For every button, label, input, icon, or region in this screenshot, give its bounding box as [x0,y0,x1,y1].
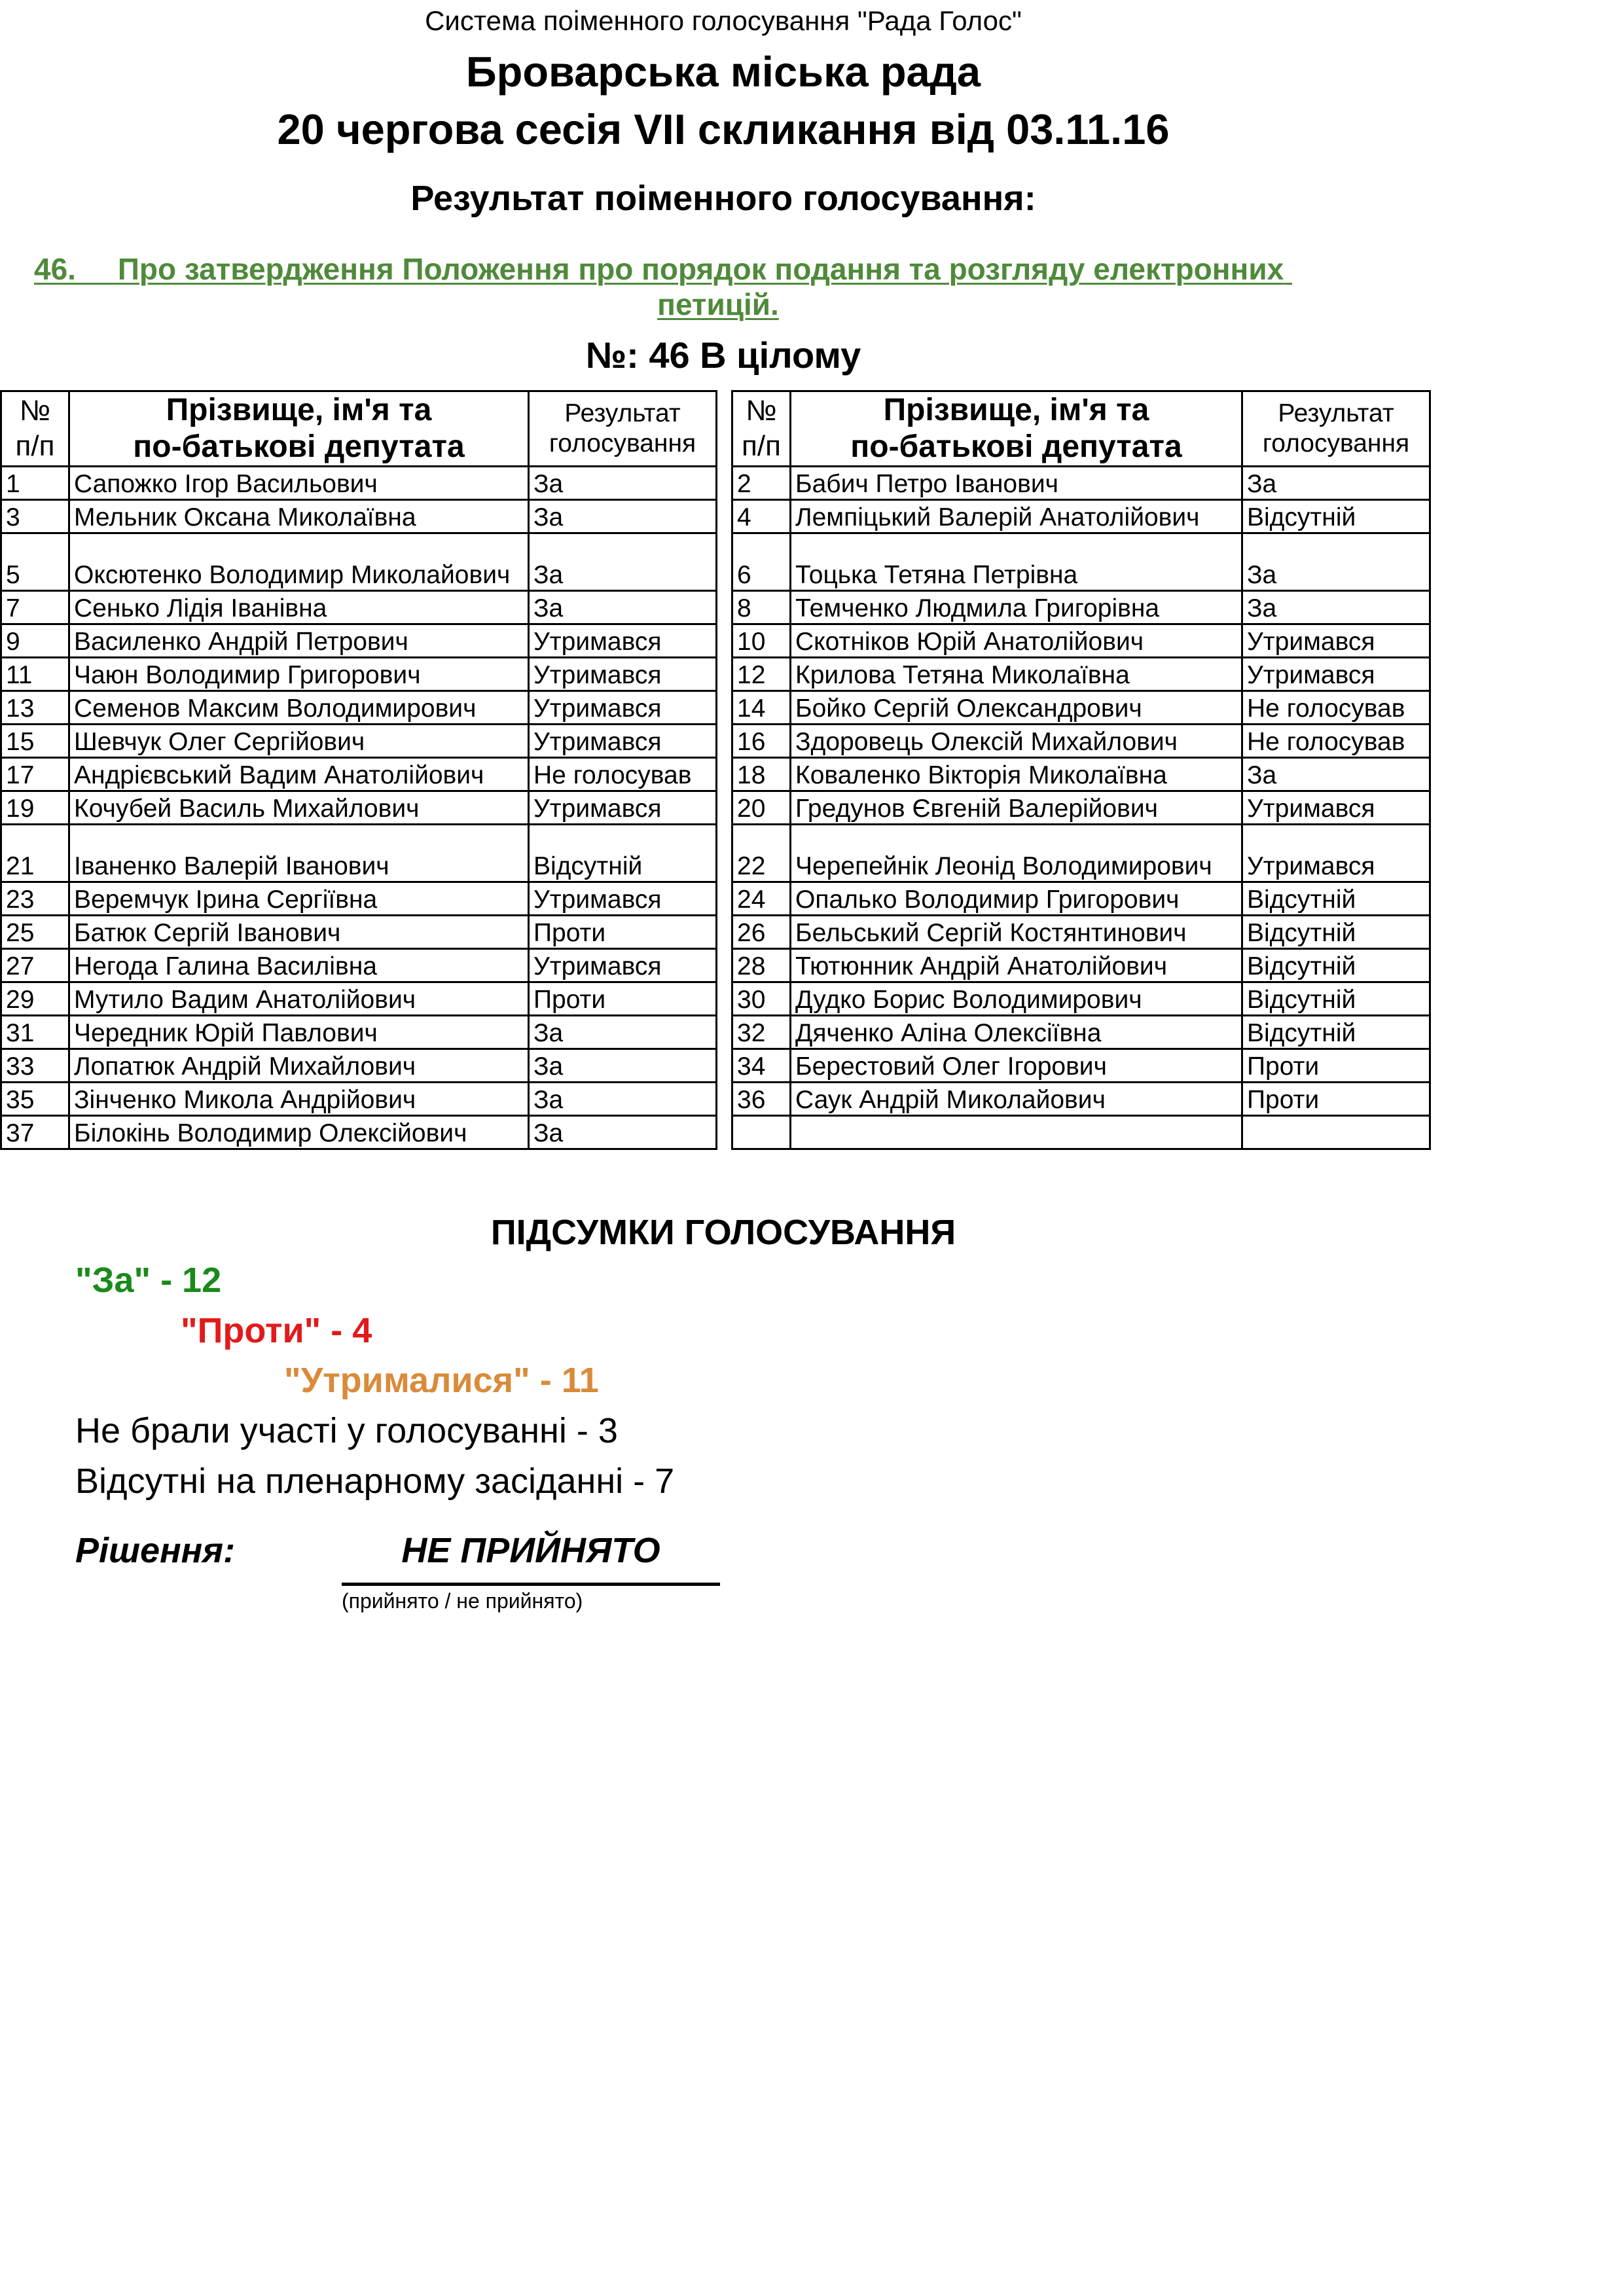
question-line-1 [34,252,1292,286]
deputy-name: Зінченко Микола Андрійович [69,1083,529,1116]
deputy-number: 18 [732,758,791,791]
deputy-number: 34 [732,1049,791,1083]
vote-result: Утримався [529,691,717,725]
question-number: 46. [34,252,76,286]
table-row [1,916,717,949]
summary-for: "За" - 12 [75,1261,222,1300]
table-row [1,982,717,1016]
vote-result: Відсутній [1242,1016,1430,1049]
deputy-number: 33 [1,1049,69,1083]
table-row [732,533,1430,591]
deputy-number [732,1116,791,1149]
summary-not-voted: Не брали участі у голосуванні - 3 [75,1411,618,1450]
deputy-name: Бойко Сергій Олександрович [791,691,1242,725]
table-row [1,882,717,916]
deputy-number: 35 [1,1083,69,1116]
deputy-name: Василенко Андрій Петрович [69,624,529,658]
deputy-name: Іваненко Валерій Іванович [69,825,529,882]
deputy-name: Лемпіцький Валерій Анатолійович [791,500,1242,533]
col-num-header: № п/п [732,391,791,467]
deputy-name [791,1116,1242,1149]
vote-result: Не голосував [1242,725,1430,758]
summary-title: ПІДСУМКИ ГОЛОСУВАННЯ [490,1213,956,1252]
question-text-1: Про затвердження Положення про порядок подання та розгляду електронних [117,252,1284,286]
deputy-name: Крилова Тетяна Миколаївна [791,658,1242,691]
vote-result: Утримався [1242,825,1430,882]
deputy-name: Черепейнік Леонід Володимирович [791,825,1242,882]
deputy-number: 19 [1,791,69,825]
vote-result: Проти [1242,1083,1430,1116]
table-header-row [732,391,1430,467]
deputy-name: Бельський Сергій Костянтинович [791,916,1242,949]
deputy-number: 6 [732,533,791,591]
vote-result: Відсутній [1242,882,1430,916]
deputy-number: 36 [732,1083,791,1116]
deputy-number: 9 [1,624,69,658]
table-row [732,825,1430,882]
session-title: 20 чергова сесія VII скликання від 03.11.16 [277,105,1170,153]
vote-result: За [1242,467,1430,500]
vote-result: За [529,1116,717,1149]
deputy-number: 2 [732,467,791,500]
decision-value: НЕ ПРИЙНЯТО [401,1531,660,1570]
table-row [732,691,1430,725]
deputy-name: Дудко Борис Володимирович [791,982,1242,1016]
vote-result: Утримався [1242,791,1430,825]
deputy-number: 23 [1,882,69,916]
deputy-number: 1 [1,467,69,500]
col-name-header: Прізвище, ім'я та по-батькові депутата [69,391,529,467]
deputy-name: Скотніков Юрій Анатолійович [791,624,1242,658]
deputy-number: 24 [732,882,791,916]
table-row [732,758,1430,791]
deputy-name: Сенько Лідія Іванівна [69,591,529,624]
table-row [1,949,717,982]
deputy-number: 32 [732,1016,791,1049]
deputy-number: 10 [732,624,791,658]
vote-result: За [529,591,717,624]
deputy-number: 7 [1,591,69,624]
vote-result: Відсутній [1242,500,1430,533]
deputy-name: Сапожко Ігор Васильович [69,467,529,500]
deputy-name: Батюк Сергій Іванович [69,916,529,949]
table-row [732,791,1430,825]
deputy-number: 15 [1,725,69,758]
table-row [1,691,717,725]
deputy-number: 27 [1,949,69,982]
system-name: Система поіменного голосування "Рада Голос" [425,5,1022,36]
deputy-number: 28 [732,949,791,982]
vote-result: За [1242,758,1430,791]
question-text-2: петицій. [657,287,779,321]
vote-result: Проти [529,916,717,949]
table-row [732,591,1430,624]
vote-result: За [529,467,717,500]
deputy-number: 8 [732,591,791,624]
vote-result: Утримався [1242,658,1430,691]
col-result-header: Результат голосування [529,391,717,467]
deputy-number: 11 [1,658,69,691]
vote-result [1242,1116,1430,1149]
summary-absent: Відсутні на пленарному засіданні - 7 [75,1462,675,1501]
deputy-number: 13 [1,691,69,725]
decision-label: Рішення: [75,1531,236,1570]
table-row [1,658,717,691]
deputy-name: Тоцька Тетяна Петрівна [791,533,1242,591]
deputy-name: Мутило Вадим Анатолійович [69,982,529,1016]
vote-result: За [1242,591,1430,624]
deputy-name: Чаюн Володимир Григорович [69,658,529,691]
vote-result: Проти [529,982,717,1016]
col-result-header: Результат голосування [1242,391,1430,467]
table-row [1,1083,717,1116]
votes-table-left [0,390,717,1150]
summary-abstained: "Утрималися" - 11 [284,1361,599,1400]
vote-result: Проти [1242,1049,1430,1083]
deputy-name: Мельник Оксана Миколаївна [69,500,529,533]
vote-result: Утримався [529,658,717,691]
vote-result: За [529,500,717,533]
deputy-name: Білокінь Володимир Олексійович [69,1116,529,1149]
vote-result: За [529,533,717,591]
table-row [732,982,1430,1016]
table-row [732,949,1430,982]
table-row [732,1016,1430,1049]
col-name-header: Прізвище, ім'я та по-батькові депутата [791,391,1242,467]
votes-table-right [731,390,1431,1150]
deputy-number: 12 [732,658,791,691]
table-row [1,500,717,533]
deputy-name: Чередник Юрій Павлович [69,1016,529,1049]
table-row [732,658,1430,691]
table-row [732,500,1430,533]
deputy-name: Шевчук Олег Сергійович [69,725,529,758]
deputy-name: Темченко Людмила Григорівна [791,591,1242,624]
table-row [1,624,717,658]
table-row [1,791,717,825]
vote-result: Не голосував [1242,691,1430,725]
table-header-row [1,391,717,467]
vote-result: Утримався [529,624,717,658]
deputy-name: Бабич Петро Іванович [791,467,1242,500]
deputy-name: Опалько Володимир Григорович [791,882,1242,916]
deputy-number: 21 [1,825,69,882]
table-row [1,758,717,791]
deputy-number: 26 [732,916,791,949]
table-row [1,1016,717,1049]
table-row [1,1049,717,1083]
table-row [1,1116,717,1149]
table-row [732,624,1430,658]
vote-result: Утримався [529,791,717,825]
decision-underline [342,1583,720,1586]
deputy-number: 20 [732,791,791,825]
deputy-number: 14 [732,691,791,725]
deputy-number: 17 [1,758,69,791]
deputy-name: Негода Галина Василівна [69,949,529,982]
deputy-name: Семенов Максим Володимирович [69,691,529,725]
deputy-number: 25 [1,916,69,949]
vote-result: Відсутній [1242,916,1430,949]
vote-result: Відсутній [529,825,717,882]
deputy-number: 29 [1,982,69,1016]
vote-header: №: 46 В цілому [585,334,861,376]
table-row [1,533,717,591]
table-row [1,825,717,882]
deputy-name: Берестовий Олег Ігорович [791,1049,1242,1083]
vote-result: Відсутній [1242,949,1430,982]
vote-result: За [529,1083,717,1116]
table-row [732,882,1430,916]
table-row [732,916,1430,949]
vote-result: За [529,1049,717,1083]
deputy-name: Саук Андрій Миколайович [791,1083,1242,1116]
summary-against: "Проти" - 4 [181,1311,372,1350]
col-num-header: № п/п [1,391,69,467]
deputy-name: Тютюнник Андрій Анатолійович [791,949,1242,982]
deputy-name: Оксютенко Володимир Миколайович [69,533,529,591]
deputy-number: 22 [732,825,791,882]
deputy-name: Андрієвський Вадим Анатолійович [69,758,529,791]
deputy-number: 31 [1,1016,69,1049]
deputy-name: Дяченко Аліна Олексіївна [791,1016,1242,1049]
decision-hint: (прийнято / не прийнято) [342,1589,583,1613]
table-row [732,1049,1430,1083]
vote-result: За [529,1016,717,1049]
table-row [1,467,717,500]
deputy-name: Веремчук Ірина Сергіївна [69,882,529,916]
vote-result: Відсутній [1242,982,1430,1016]
deputy-name: Гредунов Євгеній Валерійович [791,791,1242,825]
table-row [732,1083,1430,1116]
vote-result: Утримався [529,725,717,758]
deputy-number: 16 [732,725,791,758]
table-row [732,467,1430,500]
deputy-name: Кочубей Василь Михайлович [69,791,529,825]
vote-result: Утримався [529,949,717,982]
council-title: Броварська міська рада [465,48,981,96]
question-line-2 [34,287,1402,322]
table-row [1,591,717,624]
deputy-number: 4 [732,500,791,533]
vote-result: Утримався [529,882,717,916]
table-row [732,725,1430,758]
vote-result: Утримався [1242,624,1430,658]
deputy-number: 37 [1,1116,69,1149]
vote-result: Не голосував [529,758,717,791]
deputy-number: 30 [732,982,791,1016]
deputy-name: Лопатюк Андрій Михайлович [69,1049,529,1083]
result-title: Результат поіменного голосування: [410,179,1036,218]
question-block [34,251,1402,322]
deputy-number: 3 [1,500,69,533]
deputy-name: Здоровець Олексій Михайлович [791,725,1242,758]
table-row [1,725,717,758]
table-row [732,1116,1430,1149]
deputy-number: 5 [1,533,69,591]
vote-result: За [1242,533,1430,591]
deputy-name: Коваленко Вікторія Миколаївна [791,758,1242,791]
